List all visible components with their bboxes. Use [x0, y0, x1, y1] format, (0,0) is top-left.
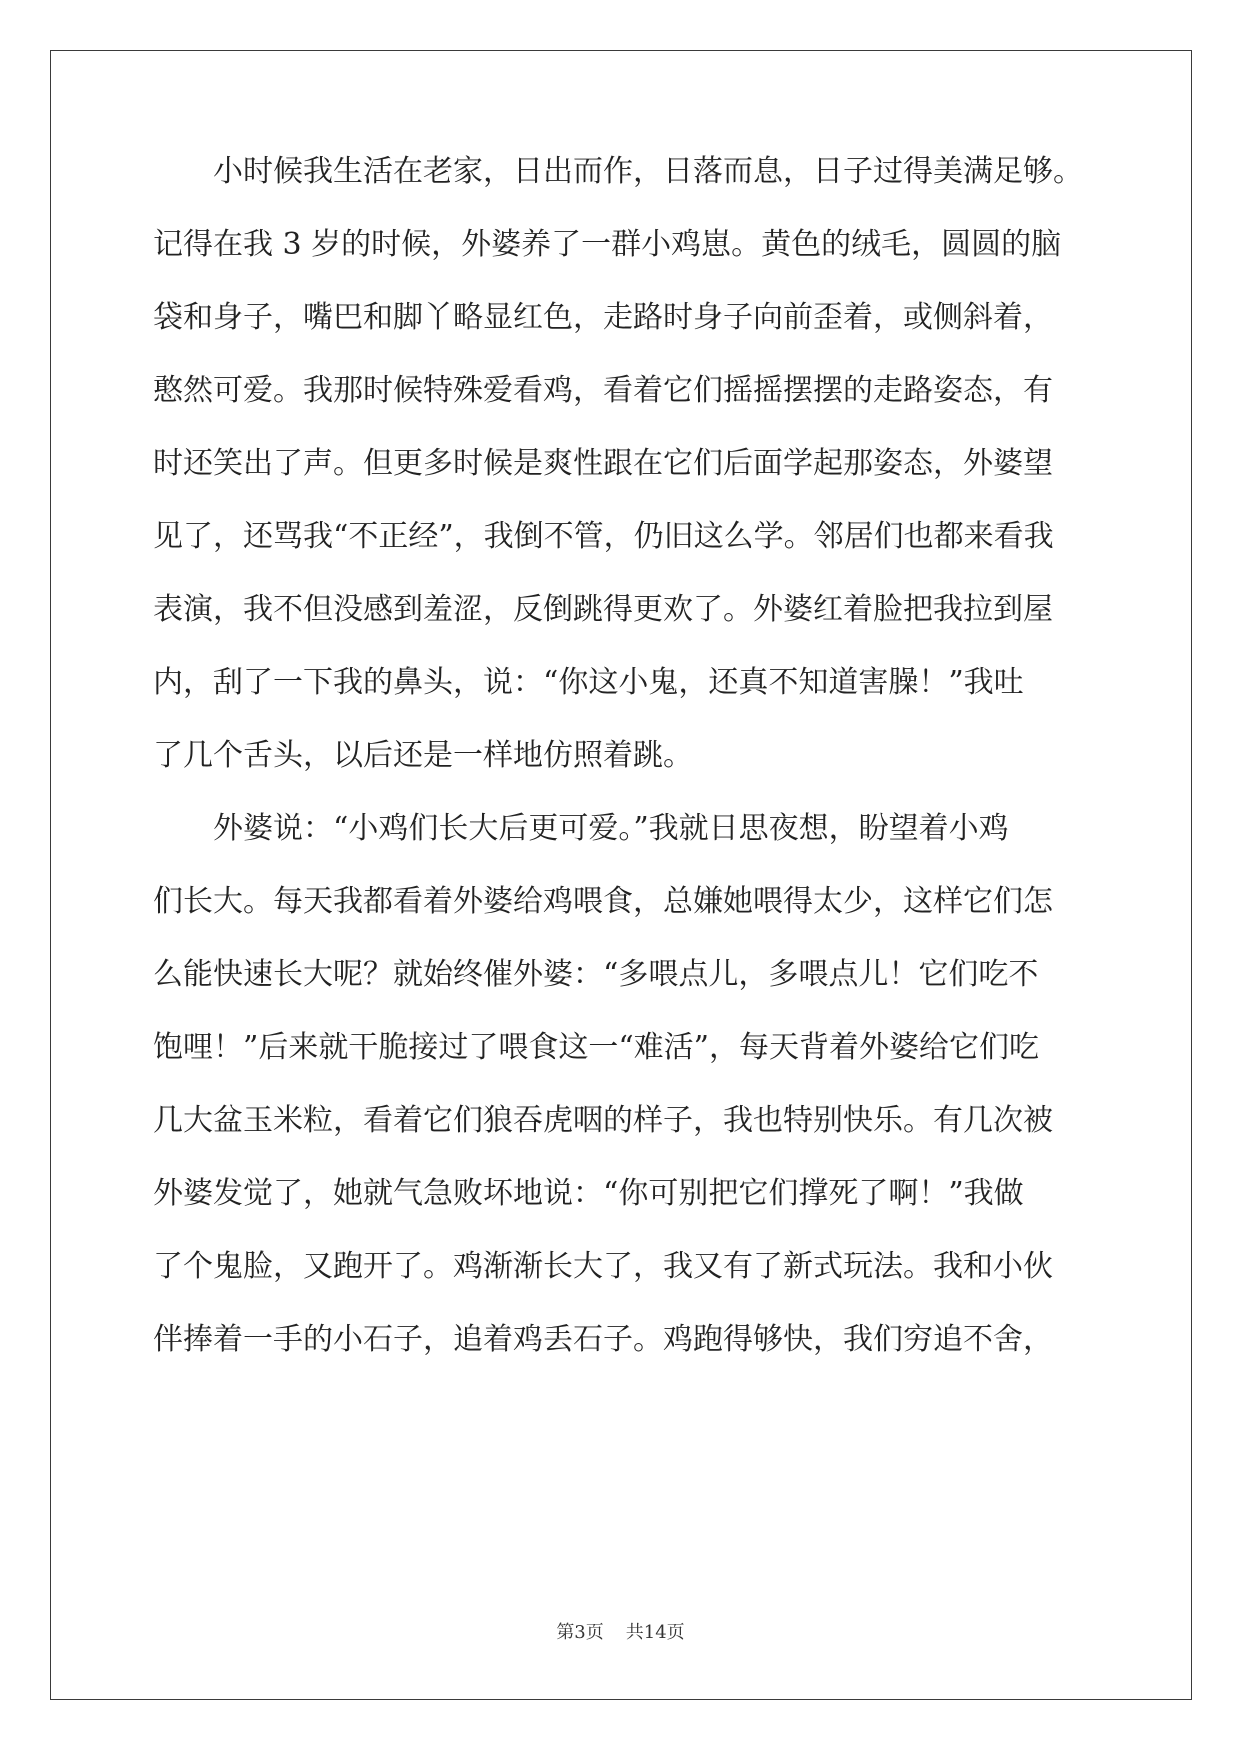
text-line: 内，刮了一下我的鼻头，说：“你这小鬼，还真不知道害臊！”我吐 — [153, 665, 1024, 700]
page-footer — [0, 1618, 1241, 1644]
page-number: 第3页 — [556, 1622, 604, 1643]
page-total: 共14页 — [625, 1622, 685, 1643]
text-line: 见了，还骂我“不正经”，我倒不管，仍旧这么学。邻居们也都来看我 — [153, 519, 1054, 554]
text-line: 外婆发觉了，她就气急败坏地说：“你可别把它们撑死了啊！”我做 — [153, 1176, 1024, 1211]
text-line: 么能快速长大呢？就始终催外婆：“多喂点儿，多喂点儿！它们吃不 — [153, 957, 1039, 992]
text-line: 小时候我生活在老家，日出而作，日落而息，日子过得美满足够。 — [213, 154, 1083, 189]
text-line: 记得在我 3 岁的时候，外婆养了一群小鸡崽。黄色的绒毛，圆圆的脑 — [153, 227, 1062, 262]
text-line: 饱哩！”后来就干脆接过了喂食这一“难活”，每天背着外婆给它们吃 — [153, 1030, 1040, 1065]
text-line: 外婆说：“小鸡们长大后更可爱。”我就日思夜想，盼望着小鸡 — [213, 811, 1009, 846]
text-line: 袋和身子，嘴巴和脚丫略显红色，走路时身子向前歪着，或侧斜着， — [153, 300, 1053, 335]
text-line: 表演，我不但没感到羞涩，反倒跳得更欢了。外婆红着脸把我拉到屋 — [153, 592, 1053, 627]
text-line: 时还笑出了声。但更多时候是爽性跟在它们后面学起那姿态，外婆望 — [153, 446, 1053, 481]
text-line: 几大盆玉米粒，看着它们狼吞虎咽的样子，我也特别快乐。有几次被 — [153, 1103, 1053, 1138]
text-line: 了几个舌头，以后还是一样地仿照着跳。 — [153, 738, 693, 773]
text-line: 憨然可爱。我那时候特殊爱看鸡，看着它们摇摇摆摆的走路姿态，有 — [153, 373, 1053, 408]
text-line: 伴捧着一手的小石子，追着鸡丢石子。鸡跑得够快，我们穷追不舍， — [153, 1322, 1053, 1357]
text-line: 们长大。每天我都看着外婆给鸡喂食，总嫌她喂得太少，这样它们怎 — [153, 884, 1053, 919]
text-line: 了个鬼脸，又跑开了。鸡渐渐长大了，我又有了新式玩法。我和小伙 — [153, 1249, 1053, 1284]
